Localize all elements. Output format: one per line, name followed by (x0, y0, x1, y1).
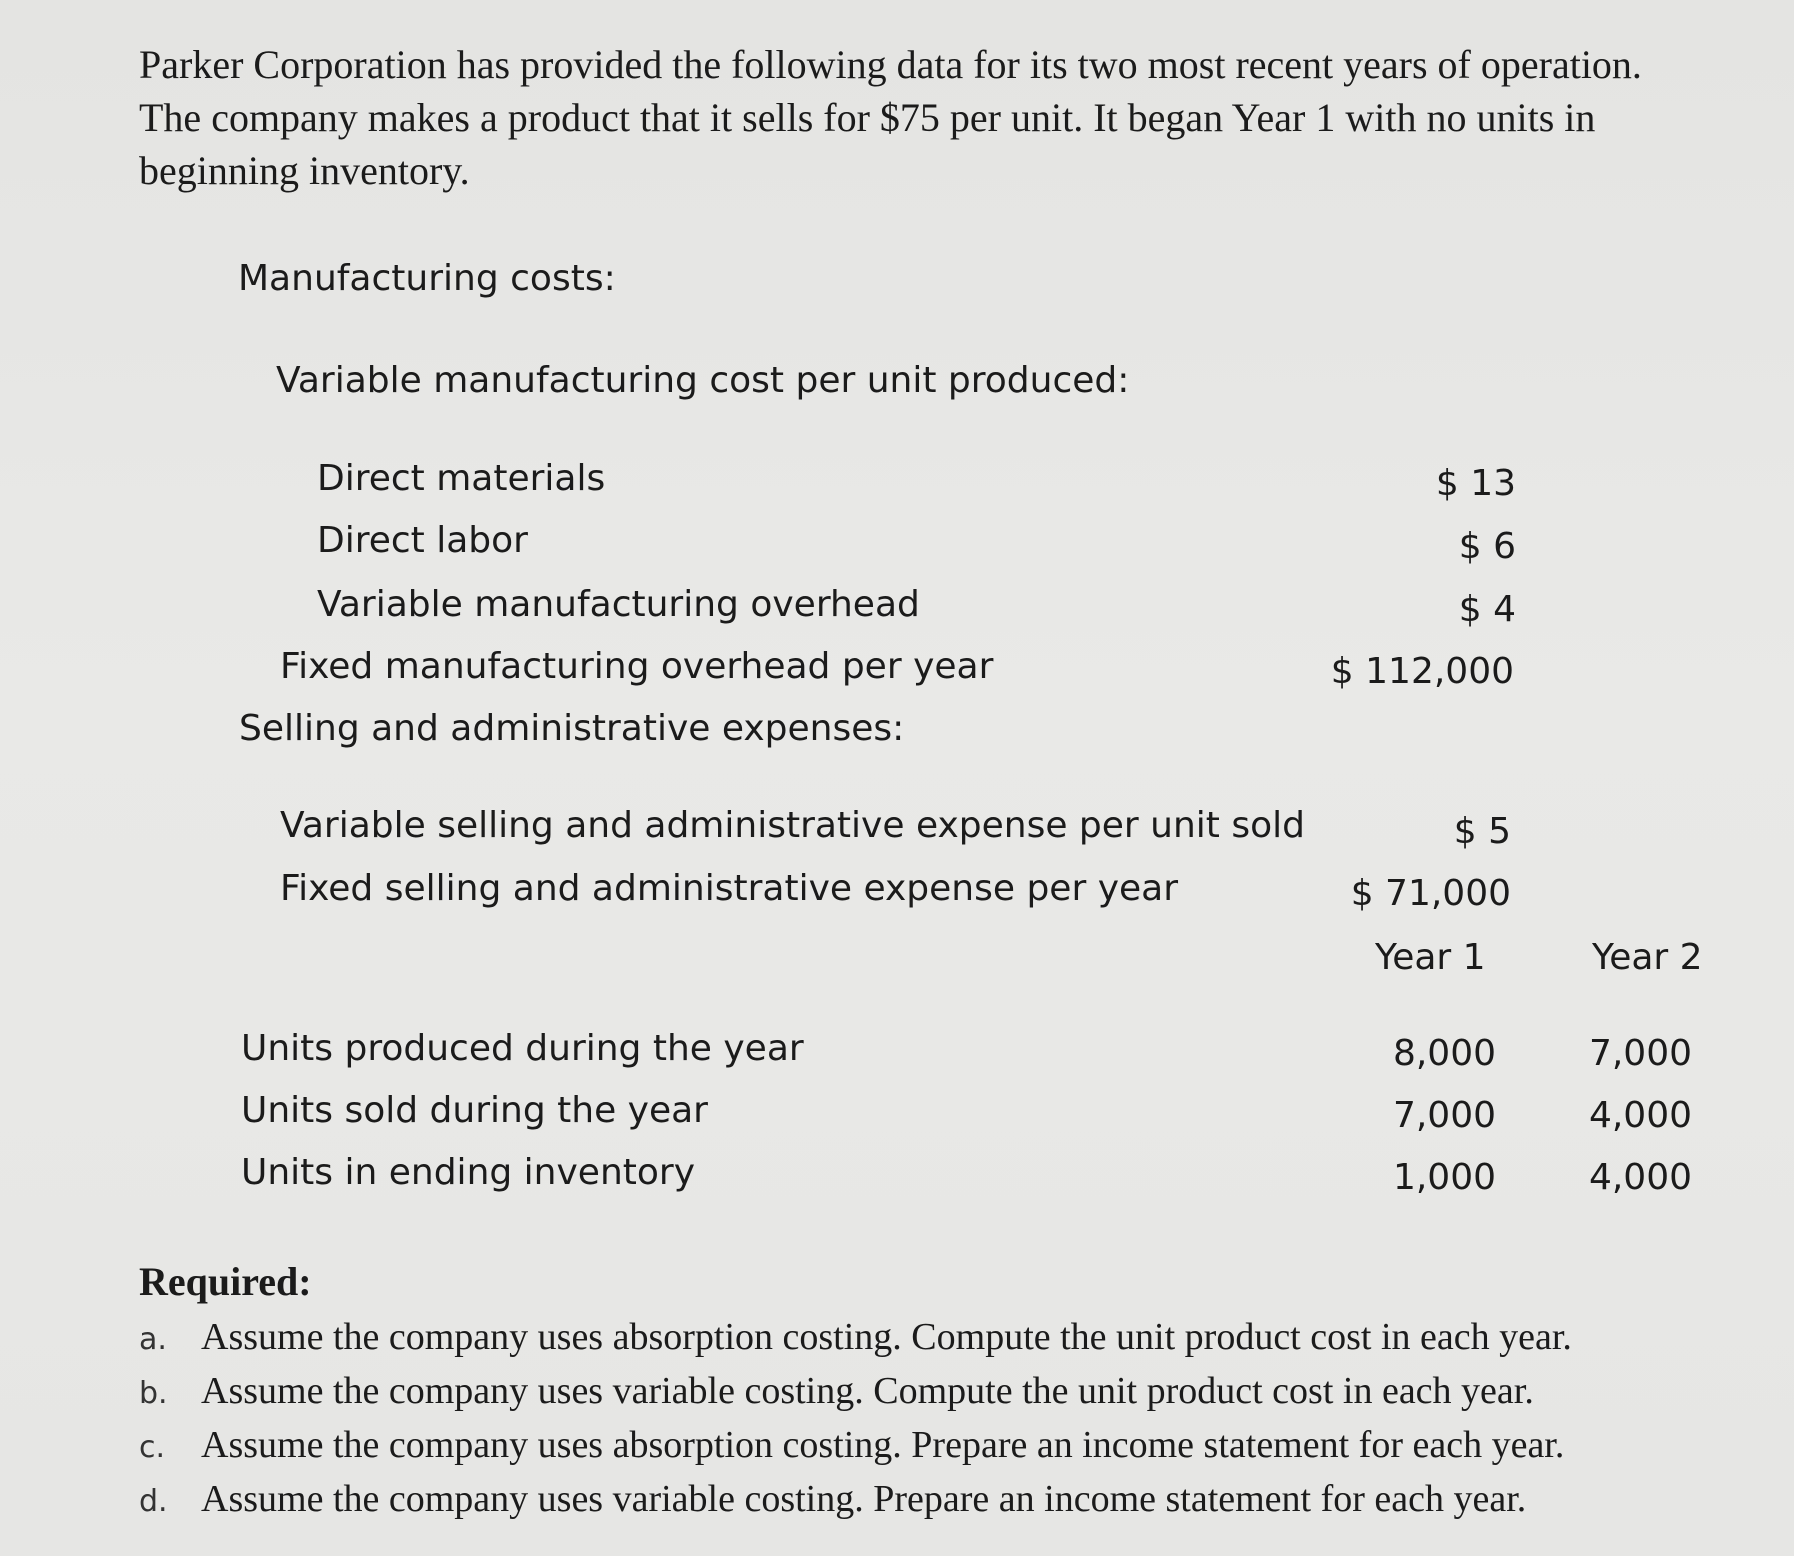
fixed-overhead-label: Fixed manufacturing overhead per year (280, 646, 994, 687)
requirement-a-letter: a. (139, 1322, 167, 1357)
required-heading: Required: (139, 1259, 312, 1304)
requirement-c-letter: c. (139, 1430, 166, 1465)
units-sold-year2: 4,000 (1588, 1095, 1692, 1136)
fixed-selling-value: $ 71,000 (1350, 873, 1511, 914)
direct-labor-value: $ 6 (1458, 526, 1516, 567)
requirement-d-letter: d. (139, 1484, 168, 1519)
direct-labor-label: Direct labor (317, 520, 528, 561)
year1-header: Year 1 (1375, 937, 1486, 978)
year2-header: Year 2 (1592, 937, 1703, 978)
units-produced-label: Units produced during the year (241, 1028, 804, 1069)
variable-overhead-value: $ 4 (1458, 589, 1516, 630)
variable-selling-label: Variable selling and administrative expense per unit sold (280, 805, 1305, 846)
fixed-overhead-value: $ 112,000 (1330, 651, 1514, 692)
manufacturing-costs-heading: Manufacturing costs: (238, 258, 616, 299)
ending-inventory-label: Units in ending inventory (241, 1152, 696, 1193)
ending-inventory-year2: 4,000 (1588, 1157, 1692, 1198)
requirement-b-text: Assume the company uses variable costing. Compute the unit product cost in each year. (201, 1370, 1534, 1412)
units-sold-label: Units sold during the year (241, 1090, 708, 1131)
variable-cost-heading: Variable manufacturing cost per unit produced: (276, 360, 1130, 401)
units-produced-year2: 7,000 (1588, 1033, 1692, 1074)
requirement-c-text: Assume the company uses absorption costing. Prepare an income statement for each year. (201, 1424, 1565, 1466)
fixed-selling-label: Fixed selling and administrative expense per year (280, 868, 1179, 909)
variable-selling-value: $ 5 (1453, 811, 1511, 852)
direct-materials-value: $ 13 (1435, 463, 1516, 504)
units-produced-year1: 8,000 (1392, 1033, 1496, 1074)
ending-inventory-year1: 1,000 (1392, 1157, 1496, 1198)
variable-overhead-label: Variable manufacturing overhead (317, 584, 920, 625)
intro-paragraph: Parker Corporation has provided the following data for its two most recent years of operation. The company makes a product that it sells for $75 per unit. It began Year 1 with no units in beginning inventory. (139, 42, 1642, 193)
requirement-b-letter: b. (139, 1376, 168, 1411)
requirement-d-text: Assume the company uses variable costing. Prepare an income statement for each year. (201, 1478, 1527, 1520)
requirement-a-text: Assume the company uses absorption costing. Compute the unit product cost in each year. (201, 1316, 1572, 1358)
units-sold-year1: 7,000 (1392, 1095, 1496, 1136)
selling-admin-heading: Selling and administrative expenses: (239, 708, 905, 749)
direct-materials-label: Direct materials (317, 458, 606, 499)
